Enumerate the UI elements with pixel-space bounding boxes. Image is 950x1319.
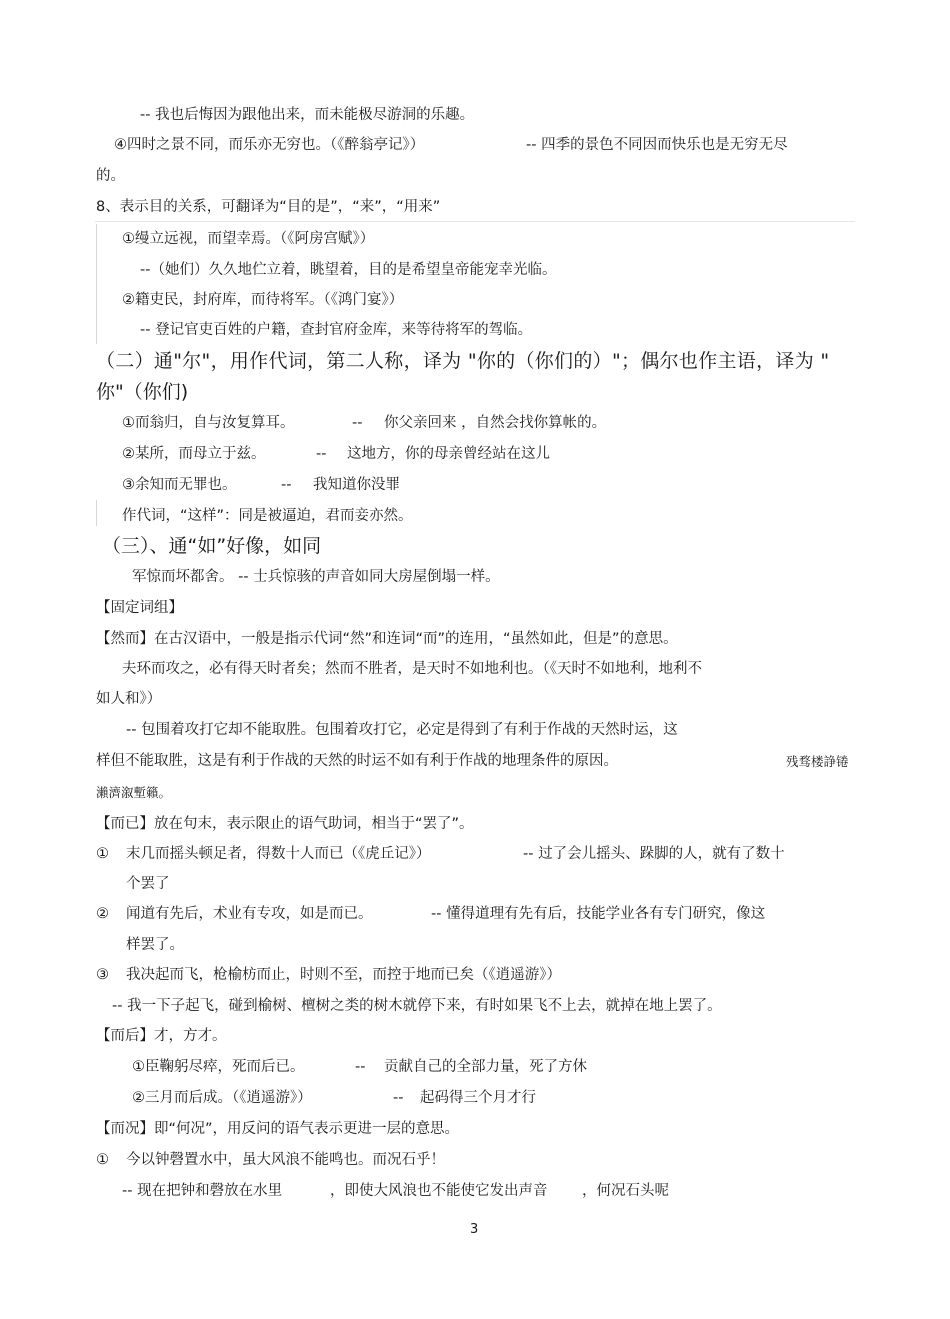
garbled-text: 残骛楼諍锩 (786, 754, 849, 769)
translation-text: --（她们）久久地伫立着，眺望着，目的是希望皇帝能宠幸光临。 (140, 262, 557, 278)
translation-text: ，何况石头呢 (582, 1183, 669, 1199)
translation-text: -- 我一下子起飞，碰到榆树、檀树之类的树木就停下来，有时如果飞不上去，就掉在地上罢了。 (112, 998, 722, 1014)
example-sentence: ②三月而后成。（《逍遥游》） (132, 1090, 312, 1106)
text-line: 的。 (96, 168, 125, 184)
text-line: 如人和》） (96, 691, 162, 707)
section-margin-line (96, 500, 97, 526)
example-sentence: 闻道有先后，术业有专攻，如是而已。 (126, 906, 373, 922)
section-rule (95, 221, 855, 222)
example-sentence: 今以钟磬置水中，虽大风浪不能鸣也。而况石乎！ (126, 1152, 445, 1168)
example-sentence: ①缦立远视，而望幸焉。（《阿房宫赋》） (122, 231, 375, 247)
text-line: 作代词，“这样”：同是被逼迫，君而妾亦然。 (122, 508, 413, 524)
page-number: 3 (470, 1222, 479, 1237)
dash-separator: -- (352, 415, 363, 431)
example-sentence: ①臣鞠躬尽瘁，死而后已。 (132, 1059, 305, 1075)
list-marker: ② (96, 906, 109, 922)
dash-separator: -- (281, 477, 292, 493)
term-definition: 【然而】在古汉语中，一般是指示代词“然”和连词“而”的连用，“虽然如此，但是”的意思。 (96, 631, 678, 647)
example-sentence: ②某所，而母立于兹。 (122, 446, 266, 462)
example-sentence: 军惊而坏都舍。 -- 士兵惊骇的声音如同大房屋倒塌一样。 (132, 569, 500, 585)
translation-text: 起码得三个月才行 (420, 1090, 536, 1106)
section-margin-line (96, 224, 97, 344)
garbled-text: 瀨濟溆塹籟。 (96, 785, 172, 800)
example-sentence: 我决起而飞，枪榆枋而止，时则不至，而控于地而已矣（《逍遥游》） (126, 967, 561, 983)
dash-separator: -- (393, 1090, 404, 1106)
translation-text: -- 登记官吏百姓的户籍，查封官府金库，来等待将军的驾临。 (140, 322, 533, 338)
subsection-heading: （三）、通“如”好像，如同 (102, 535, 322, 557)
list-marker: ③ (96, 967, 109, 983)
subsection-heading-cont: 你"（你们) (96, 381, 189, 403)
translation-text: 你父亲回来 ，自然会找你算帐的。 (384, 415, 607, 431)
translation-text: 我知道你没罪 (313, 477, 400, 493)
list-marker: ① (96, 846, 109, 862)
translation-text: 贡献自己的全部力量，死了方休 (384, 1059, 587, 1075)
translation-text: 样但不能取胜，这是有利于作战的天然的时运不如有利于作战的地理条件的原因。 (96, 753, 618, 769)
example-sentence: ③余知而无罪也。 (122, 477, 237, 493)
term-definition: 【而后】才，方才。 (96, 1028, 227, 1044)
text-line: -- 我也后悔因为跟他出来，而未能极尽游洞的乐趣。 (140, 107, 475, 123)
dash-separator: -- (316, 446, 327, 462)
translation-text: 这地方，你的母亲曾经站在这儿 (347, 446, 550, 462)
example-sentence: ④四时之景不同，而乐亦无穷也。（《醉翁亭记》） (114, 137, 425, 153)
subsection-heading: （二）通"尔"，用作代词，第二人称，译为 "你的（你们的）"；偶尔也作主语，译为 " (96, 350, 830, 372)
dash-separator: -- (355, 1059, 366, 1075)
group-heading: 【固定词组】 (96, 600, 183, 616)
translation-text: -- 过了会儿摇头、跺脚的人，就有了数十 (523, 846, 785, 862)
example-sentence: ①而翁归，自与汝复算耳。 (122, 415, 295, 431)
example-sentence: ②籍吏民，封府库，而待将军。（《鸿门宴》） (122, 292, 404, 308)
translation-text: -- 四季的景色不同因而快乐也是无穷无尽 (526, 137, 788, 153)
translation-text: ，即使大风浪也不能使它发出声音 (330, 1183, 548, 1199)
section-heading: 8、表示目的关系，可翻译为“目的是”，“来”，“用来” (96, 199, 441, 215)
term-definition: 【而况】即“何况”，用反问的语气表示更进一层的意思。 (96, 1121, 460, 1137)
translation-text: 样罢了。 (126, 937, 184, 953)
term-definition: 【而已】放在句末，表示限止的语气助词，相当于“罢了”。 (96, 816, 474, 832)
list-marker: ① (96, 1152, 109, 1168)
example-sentence: 夫环而攻之，必有得天时者矣；然而不胜者，是天时不如地利也。（《天时不如地利，地利不 (122, 661, 702, 677)
example-sentence: 末几而摇头顿足者，得数十人而已（《虎丘记》） (126, 846, 431, 862)
translation-text: -- 懂得道理有先有后，技能学业各有专门研究，像这 (431, 906, 766, 922)
translation-text: -- 包围着攻打它却不能取胜。包围着攻打它，必定是得到了有利于作战的天然时运，这 (126, 722, 678, 738)
translation-text: -- 现在把钟和磬放在水里 (122, 1183, 283, 1199)
translation-text: 个罢了 (126, 876, 170, 892)
